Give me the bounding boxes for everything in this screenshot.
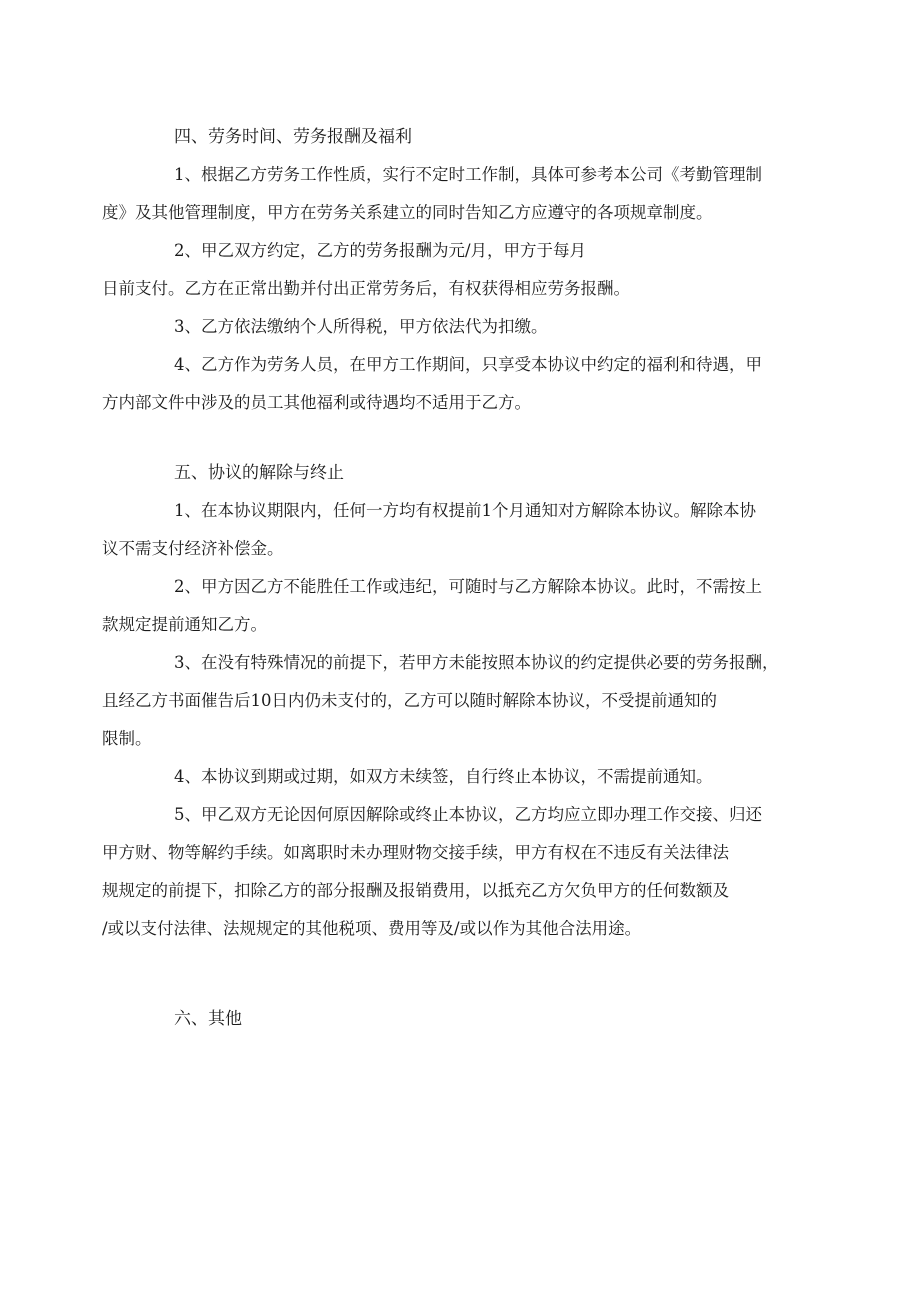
clause-line: 且经乙方书面催告后10日内仍未支付的，乙方可以随时解除本协议，不受提前通知的 — [102, 691, 717, 710]
section-5-clause-5 — [102, 796, 784, 948]
clause-line: /或以支付法律、法规规定的其他税项、费用等及/或以作为其他合法用途。 — [102, 919, 642, 938]
section-5-clause-2 — [102, 568, 784, 644]
section-4-clause-4 — [102, 346, 784, 422]
clause-line: 2、甲乙双方约定，乙方的劳务报酬为元/月，甲方于每月 — [174, 241, 587, 260]
section-5-clause-3 — [102, 644, 784, 758]
section-5-clause-1 — [102, 492, 784, 568]
section-4-clause-2 — [102, 232, 784, 308]
clause-line: 日前支付。乙方在正常出勤并付出正常劳务后，有权获得相应劳务报酬。 — [102, 279, 630, 298]
section-5-heading: 五、协议的解除与终止 — [174, 463, 344, 483]
clause-line: 1、根据乙方劳务工作性质，实行不定时工作制，具体可参考本公司《考勤管理制 — [174, 165, 762, 184]
clause-line: 度》及其他管理制度，甲方在劳务关系建立的同时告知乙方应遵守的各项规章制度。 — [102, 203, 713, 222]
section-4-clause-3 — [138, 308, 784, 346]
section-6-heading: 六、其他 — [174, 1009, 242, 1029]
clause-line: 4、乙方作为劳务人员，在甲方工作期间，只享受本协议中约定的福利和待遇，甲 — [174, 355, 762, 374]
section-4-heading: 四、劳务时间、劳务报酬及福利 — [174, 127, 412, 147]
clause-line: 甲方财、物等解约手续。如离职时未办理财物交接手续，甲方有权在不违反有关法律法 — [102, 843, 729, 862]
clause-line: 方内部文件中涉及的员工其他福利或待遇均不适用于乙方。 — [102, 393, 531, 412]
clause-line: 限制。 — [102, 729, 152, 748]
section-4-clause-1 — [102, 156, 784, 232]
clause-line: 规规定的前提下，扣除乙方的部分报酬及报销费用，以抵充乙方欠负甲方的任何数额及 — [102, 881, 729, 900]
clause-line: 1、在本协议期限内，任何一方均有权提前1个月通知对方解除本协议。解除本协 — [174, 501, 756, 520]
clause-line: 3、在没有特殊情况的前提下，若甲方未能按照本协议的约定提供必要的劳务报酬， — [174, 653, 779, 672]
clause-line: 3、乙方依法缴纳个人所得税，甲方依法代为扣缴。 — [174, 317, 548, 336]
clause-line: 款规定提前通知乙方。 — [102, 615, 267, 634]
section-spacer — [138, 422, 784, 454]
section-5-clause-4 — [138, 758, 784, 796]
clause-line: 4、本协议到期或过期，如双方未续签，自行终止本协议，不需提前通知。 — [174, 767, 713, 786]
section-spacer — [138, 948, 784, 1000]
clause-line: 议不需支付经济补偿金。 — [102, 539, 284, 558]
document-page — [102, 118, 784, 1038]
clause-line: 5、甲乙双方无论因何原因解除或终止本协议，乙方均应立即办理工作交接、归还 — [174, 805, 762, 824]
clause-line: 2、甲方因乙方不能胜任工作或违纪，可随时与乙方解除本协议。此时，不需按上 — [174, 577, 762, 596]
